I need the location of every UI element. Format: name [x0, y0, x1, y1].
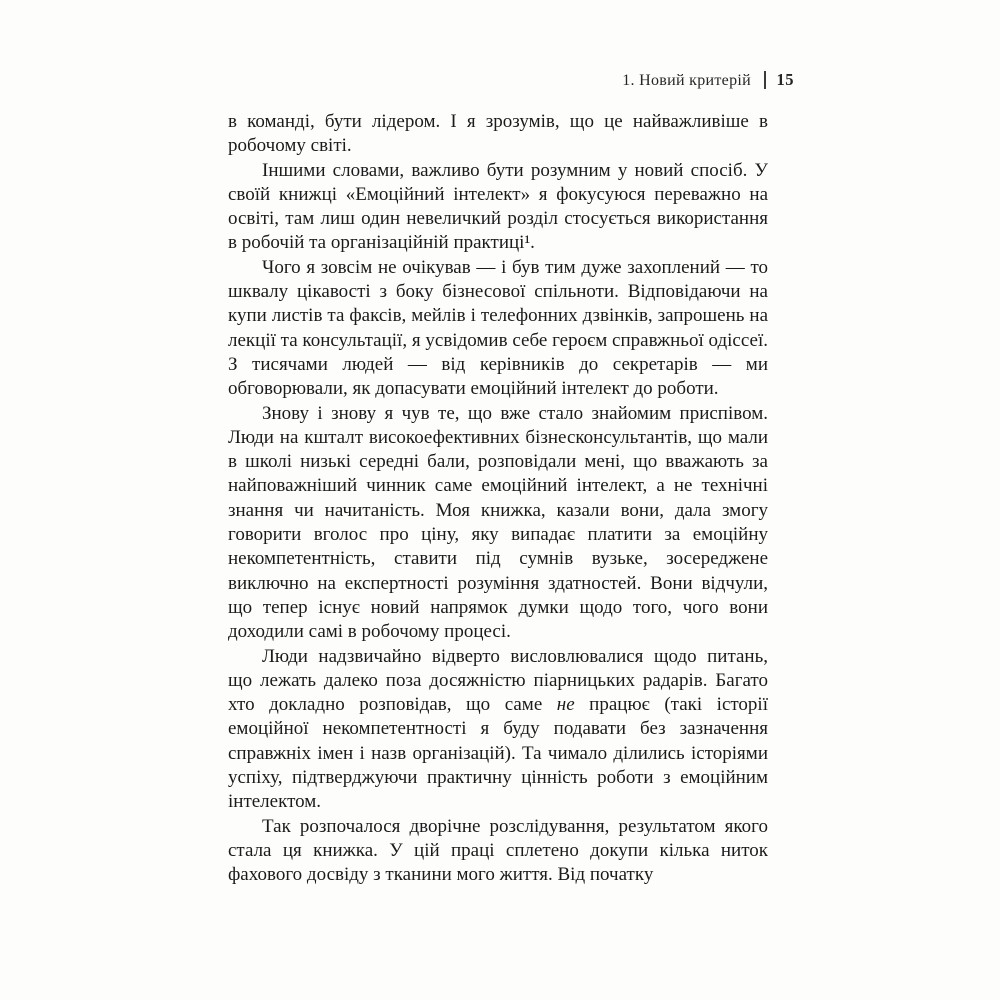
text-run: працює (такі історії емоційної некомпетентності я буду подавати без зазначення справжніх імен і назв організацій). Та чимало ділились історіями успіху, підтверджуючи практичну цінність роботи з емоційним інтелектом. — [228, 694, 768, 813]
text-run: Чого я зовсім не очікував — і був тим дуже захоплений — то шквалу цікавості з боку бізнесової спільноти. Відповідаючи на купи листів та факсів, мейлів і телефонних дзвінків, запрошень на лекції та консультації, я усвідомив себе героєм справжньої одіссеї. З тисячами людей — від керівників до секретарів — ми обговорювали, як допасувати емоційний інтелект до роботи. — [228, 256, 768, 400]
paragraph — [228, 645, 768, 815]
paragraph — [228, 815, 768, 888]
paragraph — [228, 256, 768, 402]
text-run: Так розпочалося дворічне розслідування, результатом якого стала ця книжка. У цій праці сплетено докупи кілька ниток фахового досвіду з тканини мого життя. Від початку — [228, 815, 768, 886]
page-number: 15 — [776, 70, 794, 89]
italic-text: не — [556, 694, 575, 716]
running-header — [228, 70, 794, 90]
body-text — [228, 110, 768, 888]
chapter-title: 1. Новий критерій — [622, 72, 751, 89]
paragraph — [228, 110, 768, 159]
paragraph — [228, 402, 768, 645]
text-run: Люди надзвичайно відверто висловлювалися щодо питань, що лежать далеко поза досяжністю піарницьких радарів. Багато хто докладно розповідав, що саме — [228, 645, 768, 716]
text-run: Знову і знову я чув те, що вже стало знайомим приспівом. Люди на кшталт високоефективних бізнесконсультантів, що мали в школі низькі середні бали, розповідали мені, що вважають за найповажніший чинник саме емоційний інтелект, а не технічні знання чи начитаність. Моя книжка, казали вони, дала змогу говорити вголос про ціну, яку випадає платити за емоційну некомпетентність, ставити під сумнів вузьке, зосереджене виключно на експертності розуміння здатностей. Вони відчули, що тепер існує новий напрямок думки щодо того, чого вони доходили самі в робочому процесі. — [228, 402, 768, 643]
text-run: в команді, бути лідером. І я зрозумів, що це найважливіше в робочому світі. — [228, 111, 768, 157]
paragraph — [228, 159, 768, 256]
header-divider — [764, 71, 766, 89]
text-run: Іншими словами, важливо бути розумним у новий спосіб. У своїй книжці «Емоційний інтелект» я фокусуюся переважно на освіті, там лиш один невеличкий розділ стосується використання в робочій та організаційній практиці¹. — [228, 159, 768, 254]
